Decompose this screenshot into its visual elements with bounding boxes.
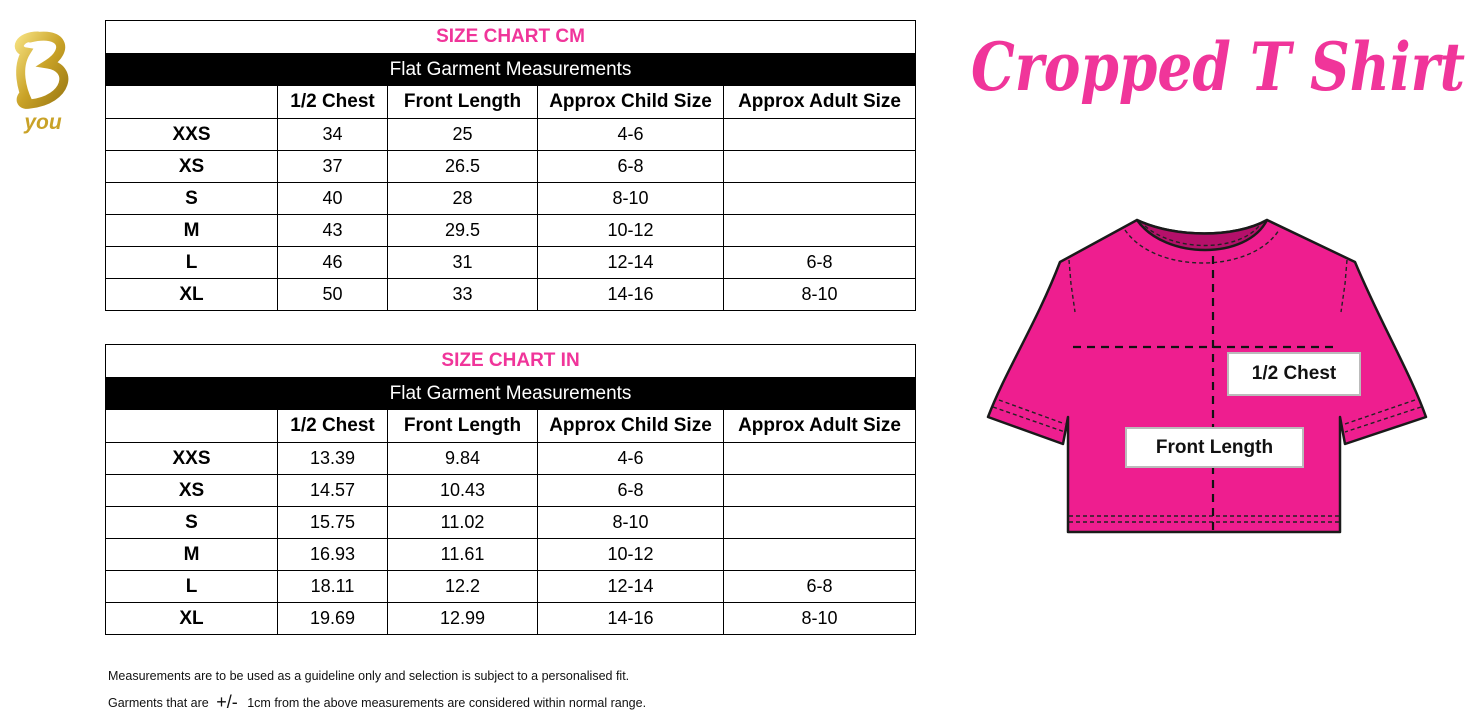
adult-size-cell: 8-10 (724, 279, 916, 311)
header-cell (106, 86, 278, 119)
header-cell: Front Length (388, 410, 538, 443)
length-cell: 11.02 (388, 507, 538, 539)
length-cell: 11.61 (388, 539, 538, 571)
table-row (106, 119, 916, 151)
adult-size-cell (724, 119, 916, 151)
adult-size-cell (724, 151, 916, 183)
chest-cell: 34 (278, 119, 388, 151)
length-cell: 26.5 (388, 151, 538, 183)
size-cell: S (106, 183, 278, 215)
table-row (106, 279, 916, 311)
length-cell: 12.2 (388, 571, 538, 603)
size-cell: M (106, 539, 278, 571)
size-cell: XS (106, 475, 278, 507)
child-size-cell: 6-8 (538, 151, 724, 183)
adult-size-cell: 6-8 (724, 571, 916, 603)
table-row (106, 151, 916, 183)
chest-cell: 46 (278, 247, 388, 279)
child-size-cell: 12-14 (538, 571, 724, 603)
size-cell: XS (106, 151, 278, 183)
table-row (106, 247, 916, 279)
child-size-cell: 14-16 (538, 603, 724, 635)
size-cell: L (106, 247, 278, 279)
adult-size-cell: 8-10 (724, 603, 916, 635)
chest-cell: 37 (278, 151, 388, 183)
size-chart-cm (105, 20, 916, 311)
tolerance-note-pre: Garments that are (108, 696, 209, 710)
length-cell: 33 (388, 279, 538, 311)
child-size-cell: 4-6 (538, 443, 724, 475)
adult-size-cell: 6-8 (724, 247, 916, 279)
child-size-cell: 4-6 (538, 119, 724, 151)
chest-cell: 13.39 (278, 443, 388, 475)
size-cell: L (106, 571, 278, 603)
chest-cell: 50 (278, 279, 388, 311)
table-row (106, 443, 916, 475)
adult-size-cell (724, 475, 916, 507)
table-title: SIZE CHART IN (106, 345, 916, 378)
size-chart-in (105, 344, 916, 635)
child-size-cell: 14-16 (538, 279, 724, 311)
header-cell: Approx Child Size (538, 86, 724, 119)
length-cell: 29.5 (388, 215, 538, 247)
tolerance-note-post: 1cm from the above measurements are considered within normal range. (247, 696, 647, 710)
product-title-text: Cropped T Shirt (971, 28, 1465, 106)
adult-size-cell (724, 183, 916, 215)
product-title (965, 12, 1475, 122)
table-row (106, 215, 916, 247)
size-cell: S (106, 507, 278, 539)
adult-size-cell (724, 507, 916, 539)
chest-cell: 15.75 (278, 507, 388, 539)
child-size-cell: 6-8 (538, 475, 724, 507)
header-cell: Approx Adult Size (724, 86, 916, 119)
size-cell: XL (106, 279, 278, 311)
size-cell: XL (106, 603, 278, 635)
chest-cell: 16.93 (278, 539, 388, 571)
table-subtitle: Flat Garment Measurements (106, 54, 916, 86)
length-cell: 9.84 (388, 443, 538, 475)
table-row (106, 603, 916, 635)
header-cell: Front Length (388, 86, 538, 119)
size-cell: M (106, 215, 278, 247)
size-cell: XXS (106, 119, 278, 151)
brand-logo (8, 28, 78, 134)
header-cell: 1/2 Chest (278, 86, 388, 119)
length-cell: 10.43 (388, 475, 538, 507)
plus-minus-symbol: +/- (216, 692, 238, 712)
chest-cell: 43 (278, 215, 388, 247)
header-cell: Approx Child Size (538, 410, 724, 443)
chest-cell: 40 (278, 183, 388, 215)
guideline-note: Measurements are to be used as a guideline only and selection is subject to a personalised fit. (108, 669, 630, 683)
length-cell: 25 (388, 119, 538, 151)
size-cell: XXS (106, 443, 278, 475)
tshirt-illustration (985, 212, 1430, 547)
child-size-cell: 8-10 (538, 183, 724, 215)
length-cell: 31 (388, 247, 538, 279)
table-row (106, 539, 916, 571)
child-size-cell: 10-12 (538, 215, 724, 247)
header-cell: 1/2 Chest (278, 410, 388, 443)
table-title: SIZE CHART CM (106, 21, 916, 54)
table-subtitle: Flat Garment Measurements (106, 378, 916, 410)
child-size-cell: 12-14 (538, 247, 724, 279)
length-cell: 12.99 (388, 603, 538, 635)
chest-cell: 18.11 (278, 571, 388, 603)
adult-size-cell (724, 443, 916, 475)
adult-size-cell (724, 215, 916, 247)
adult-size-cell (724, 539, 916, 571)
table-row (106, 571, 916, 603)
svg-text:you: you (24, 111, 62, 134)
table-row (106, 183, 916, 215)
header-cell: Approx Adult Size (724, 410, 916, 443)
length-cell: 28 (388, 183, 538, 215)
chest-cell: 14.57 (278, 475, 388, 507)
table-row (106, 475, 916, 507)
header-cell (106, 410, 278, 443)
chest-cell: 19.69 (278, 603, 388, 635)
table-row (106, 507, 916, 539)
tolerance-note (108, 692, 646, 713)
child-size-cell: 8-10 (538, 507, 724, 539)
child-size-cell: 10-12 (538, 539, 724, 571)
chest-label: 1/2 Chest (1227, 352, 1361, 396)
front-length-label: Front Length (1125, 427, 1304, 468)
